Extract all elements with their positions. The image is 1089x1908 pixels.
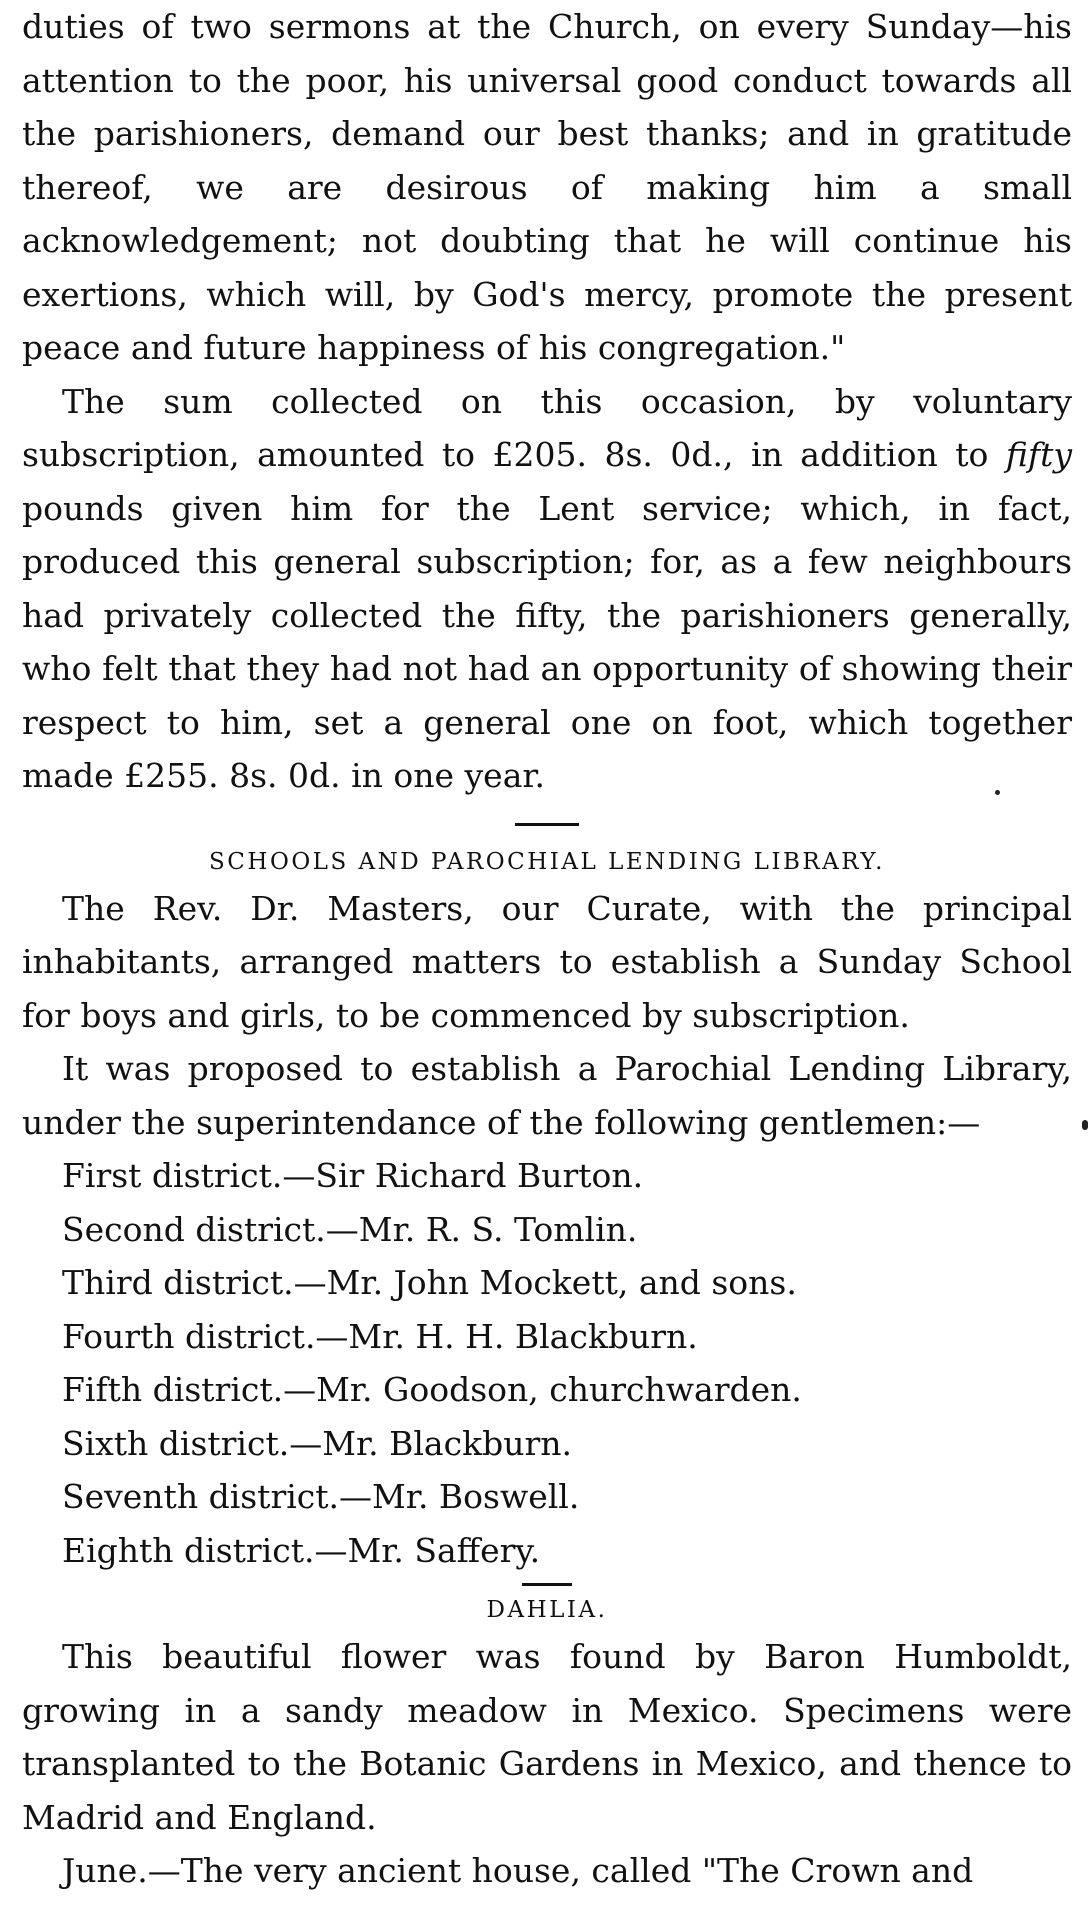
subscription-emphasis: fifty (1005, 435, 1072, 474)
district-item: Fourth district.—Mr. H. H. Blackburn. (62, 1316, 698, 1356)
district-item: First district.—Sir Richard Burton. (62, 1156, 644, 1195)
subscription-text-start: The sum collected on this occasion, by voluntary subscription, amounted to £205. 8s. 0d., in addition to (22, 381, 1072, 474)
district-item: Eighth district.—Mr. Saffery. (62, 1530, 541, 1570)
paragraph-june: June.—The very ancient house, called "The Crown and (62, 1851, 974, 1890)
district-item: Sixth district.—Mr. Blackburn. (62, 1423, 572, 1463)
paragraph-subscription (22, 375, 1072, 803)
district-list (22, 1149, 1072, 1577)
paragraph-vote-of-thanks: duties of two sermons at the Church, on every Sunday—his attention to the poor, his universal good conduct towards all the parishioners, demand our best thanks; and in gratitude thereof, we are desirous of making him a small acknowledgement; not doubting that he will continue his exertions, which will, by God's mercy, promote the present peace and future happiness of his congregation." (22, 7, 1072, 367)
section-heading-schools: SCHOOLS AND PAROCHIAL LENDING LIBRARY. (209, 848, 885, 875)
district-item: Third district.—Mr. John Mockett, and sons. (62, 1263, 797, 1302)
print-speck (1082, 1120, 1088, 1130)
district-item: Fifth district.—Mr. Goodson, churchwarden. (62, 1370, 802, 1409)
section-heading-dahlia: DAHLIA. (486, 1597, 608, 1623)
section-divider (522, 1583, 572, 1586)
paragraph-sunday-school: The Rev. Dr. Masters, our Curate, with the principal inhabitants, arranged matters to establish a Sunday School for boys and girls, to be commenced by subscription. (22, 888, 1072, 1035)
book-page (22, 0, 1072, 1898)
paragraph-dahlia: This beautiful flower was found by Baron Humboldt, growing in a sandy meadow in Mexico. Specimens were transplanted to the Botanic Gardens in Mexico, and thence to Madrid and England. (22, 1637, 1072, 1837)
district-item: Seventh district.—Mr. Boswell. (62, 1477, 580, 1516)
subscription-text-end: pounds given him for the Lent service; which, in fact, produced this general subscription; for, as a few neighbours had privately collected the fifty, the parishioners generally, who felt that they had not had an opportunity of showing their respect to him, set a general one on foot, which together made £255. 8s. 0d. in one year. (22, 488, 1072, 795)
section-divider (515, 823, 579, 826)
print-speck (995, 790, 1000, 795)
paragraph-lending-library: It was proposed to establish a Parochial Lending Library, under the superintendance of the following gentlemen:— (22, 1049, 1072, 1142)
district-item: Second district.—Mr. R. S. Tomlin. (62, 1209, 638, 1249)
